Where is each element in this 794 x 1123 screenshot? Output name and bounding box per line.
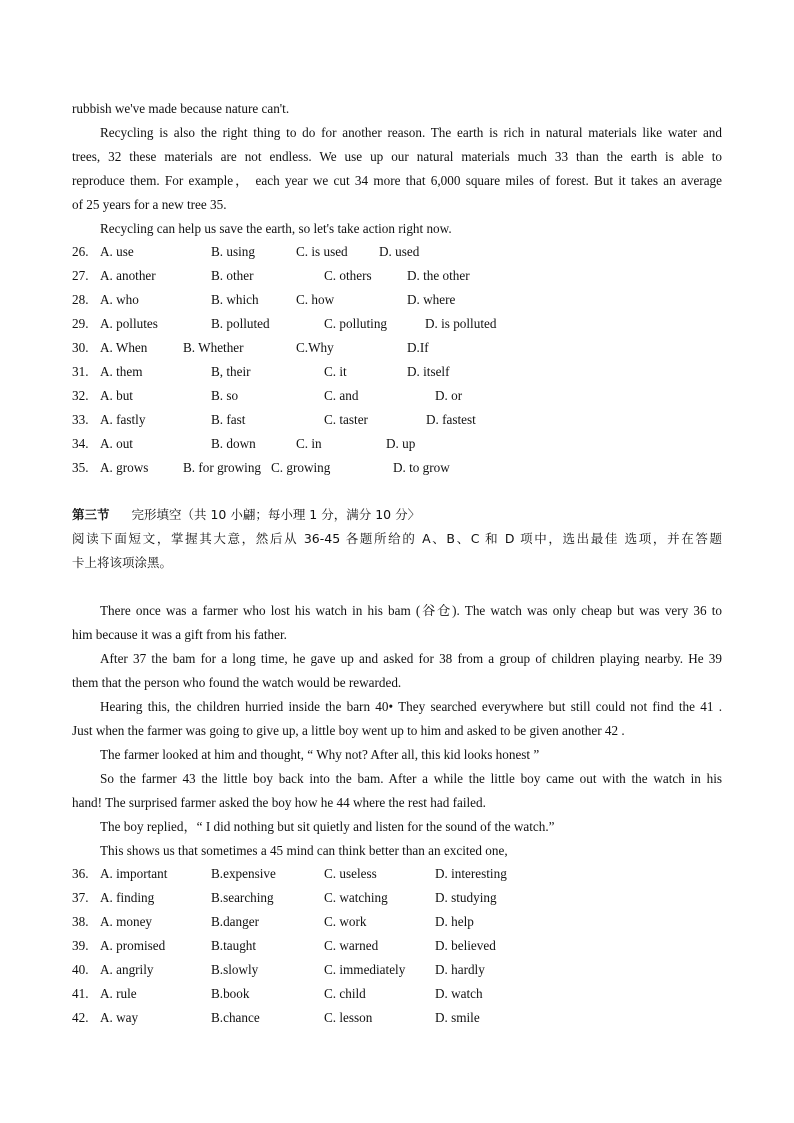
option-b: B.book	[211, 986, 250, 1001]
option-b: B. Whether	[183, 340, 244, 355]
option-d: D.If	[407, 340, 429, 355]
passage1-line-5: of 25 years for a new tree 35.	[72, 197, 227, 212]
option-a: A. When	[100, 340, 148, 355]
option-c: C. taster	[324, 412, 368, 427]
option-c: C. watching	[324, 890, 388, 905]
option-d: D. smile	[435, 1010, 480, 1025]
option-c: C. lesson	[324, 1010, 373, 1025]
option-b: B.chance	[211, 1010, 260, 1025]
question-number: 32.	[72, 388, 89, 403]
option-a: A. important	[100, 866, 168, 881]
option-d: D. believed	[435, 938, 496, 953]
option-d: D. is polluted	[425, 316, 497, 331]
option-c: C. useless	[324, 866, 377, 881]
question-number: 41.	[72, 986, 89, 1001]
option-d: D. hardly	[435, 962, 485, 977]
option-d: D. help	[435, 914, 474, 929]
option-d: D. or	[435, 388, 463, 403]
passage2-line-3: After 37 the bam for a long time, he gave up and asked for 38 from a group of children playing nearby. He 39	[100, 651, 722, 666]
question-number: 35.	[72, 460, 89, 475]
section-title: 完形填空（共 10 小翩；每小理 1 分，满分 10 分〉	[131, 507, 421, 522]
option-c: C.Why	[296, 340, 334, 355]
question-number: 42.	[72, 1010, 89, 1025]
option-a: A. promised	[100, 938, 166, 953]
option-a: A. out	[100, 436, 133, 451]
question-number: 33.	[72, 412, 89, 427]
question-number: 36.	[72, 866, 89, 881]
option-b: B. down	[211, 436, 256, 451]
question-number: 34.	[72, 436, 89, 451]
question-number: 27.	[72, 268, 89, 283]
option-c: C. it	[324, 364, 347, 379]
section-instruction-line-1: 阅读下面短文，掌握其大意，然后从 36-45 各题所给的 A、B、C 和 D 项中，选出最佳 选项，并在答题	[72, 531, 722, 546]
option-c: C. is used	[296, 244, 348, 259]
option-c: C. in	[296, 436, 322, 451]
option-d: D. up	[386, 436, 416, 451]
option-b: B. other	[211, 268, 254, 283]
question-number: 29.	[72, 316, 89, 331]
option-b: B. using	[211, 244, 255, 259]
section-label: 第三节	[72, 507, 110, 522]
option-d: D. used	[379, 244, 420, 259]
passage1-line-3: trees, 32 these materials are not endless. We use up our natural materials much 33 than the earth is able to	[72, 149, 722, 164]
option-c: C. how	[296, 292, 335, 307]
option-c: C. growing	[271, 460, 331, 475]
option-d: D. where	[407, 292, 456, 307]
option-d: D. itself	[407, 364, 450, 379]
passage1-line-2: Recycling is also the right thing to do for another reason. The earth is rich in natural materials like water and	[100, 125, 722, 140]
option-a: A. who	[100, 292, 139, 307]
option-a: A. way	[100, 1010, 139, 1025]
passage2-line-11: This shows us that sometimes a 45 mind can think better than an excited one,	[100, 843, 508, 858]
option-c: C. others	[324, 268, 372, 283]
passage2-line-2: him because it was a gift from his father.	[72, 627, 287, 642]
question-number: 38.	[72, 914, 89, 929]
option-a: A. grows	[100, 460, 149, 475]
option-c: C. polluting	[324, 316, 388, 331]
question-number: 30.	[72, 340, 89, 355]
option-d: D. to grow	[393, 460, 450, 475]
option-b: B.searching	[211, 890, 274, 905]
passage1-line-1: rubbish we've made because nature can't.	[72, 101, 290, 116]
option-a: A. use	[100, 244, 134, 259]
option-c: C. child	[324, 986, 366, 1001]
passage2-line-7: The farmer looked at him and thought, “ Why not? After all, this kid looks honest ”	[100, 747, 540, 762]
option-a: A. them	[100, 364, 143, 379]
option-b: B, their	[211, 364, 251, 379]
option-a: A. money	[100, 914, 153, 929]
option-d: D. interesting	[435, 866, 507, 881]
passage2-line-8: So the farmer 43 the little boy back into the bam. After a while the little boy came out with the watch in his	[100, 771, 722, 786]
option-a: A. but	[100, 388, 133, 403]
option-b: B. polluted	[211, 316, 270, 331]
passage2-line-10: The boy replied，“ I did nothing but sit quietly and listen for the sound of the watch.”	[100, 819, 555, 834]
option-d: D. fastest	[426, 412, 476, 427]
question-number: 37.	[72, 890, 89, 905]
option-d: D. watch	[435, 986, 483, 1001]
option-c: C. and	[324, 388, 359, 403]
question-number: 26.	[72, 244, 89, 259]
option-a: A. finding	[100, 890, 155, 905]
passage2-line-6: Just when the farmer was going to give up, a little boy went up to him and asked to be given another 42 .	[72, 723, 625, 738]
option-a: A. another	[100, 268, 156, 283]
option-a: A. pollutes	[100, 316, 158, 331]
passage1-line-6: Recycling can help us save the earth, so let's take action right now.	[100, 221, 452, 236]
question-number: 31.	[72, 364, 89, 379]
option-b: B. so	[211, 388, 239, 403]
question-number: 39.	[72, 938, 89, 953]
option-a: A. rule	[100, 986, 137, 1001]
passage2-line-5: Hearing this, the children hurried inside the barn 40• They searched everywhere but still could not find the 41 .	[100, 699, 722, 714]
option-a: A. angrily	[100, 962, 154, 977]
option-b: B. fast	[211, 412, 246, 427]
option-d: D. the other	[407, 268, 470, 283]
section-instruction-line-2: 卡上将该项涂黑。	[72, 555, 173, 570]
option-c: C. warned	[324, 938, 379, 953]
option-a: A. fastly	[100, 412, 146, 427]
passage2-line-4: them that the person who found the watch would be rewarded.	[72, 675, 402, 690]
option-d: D. studying	[435, 890, 497, 905]
question-number: 40.	[72, 962, 89, 977]
option-b: B.expensive	[211, 866, 276, 881]
passage2-line-1: There once was a farmer who lost his watch in his bam (谷仓). The watch was only cheap but was very 36 to	[100, 603, 722, 618]
option-c: C. immediately	[324, 962, 406, 977]
passage2-line-9: hand! The surprised farmer asked the boy how he 44 where the rest had failed.	[72, 795, 486, 810]
option-c: C. work	[324, 914, 367, 929]
option-b: B.danger	[211, 914, 259, 929]
option-b: B.taught	[211, 938, 257, 953]
option-b: B.slowly	[211, 962, 259, 977]
passage1-line-4: reproduce them. For example， each year we cut 34 more that 6,000 square miles of forest. But it takes an average	[72, 173, 722, 188]
option-b: B. which	[211, 292, 259, 307]
section-heading	[72, 507, 722, 523]
option-b: B. for growing	[183, 460, 262, 475]
question-number: 28.	[72, 292, 89, 307]
